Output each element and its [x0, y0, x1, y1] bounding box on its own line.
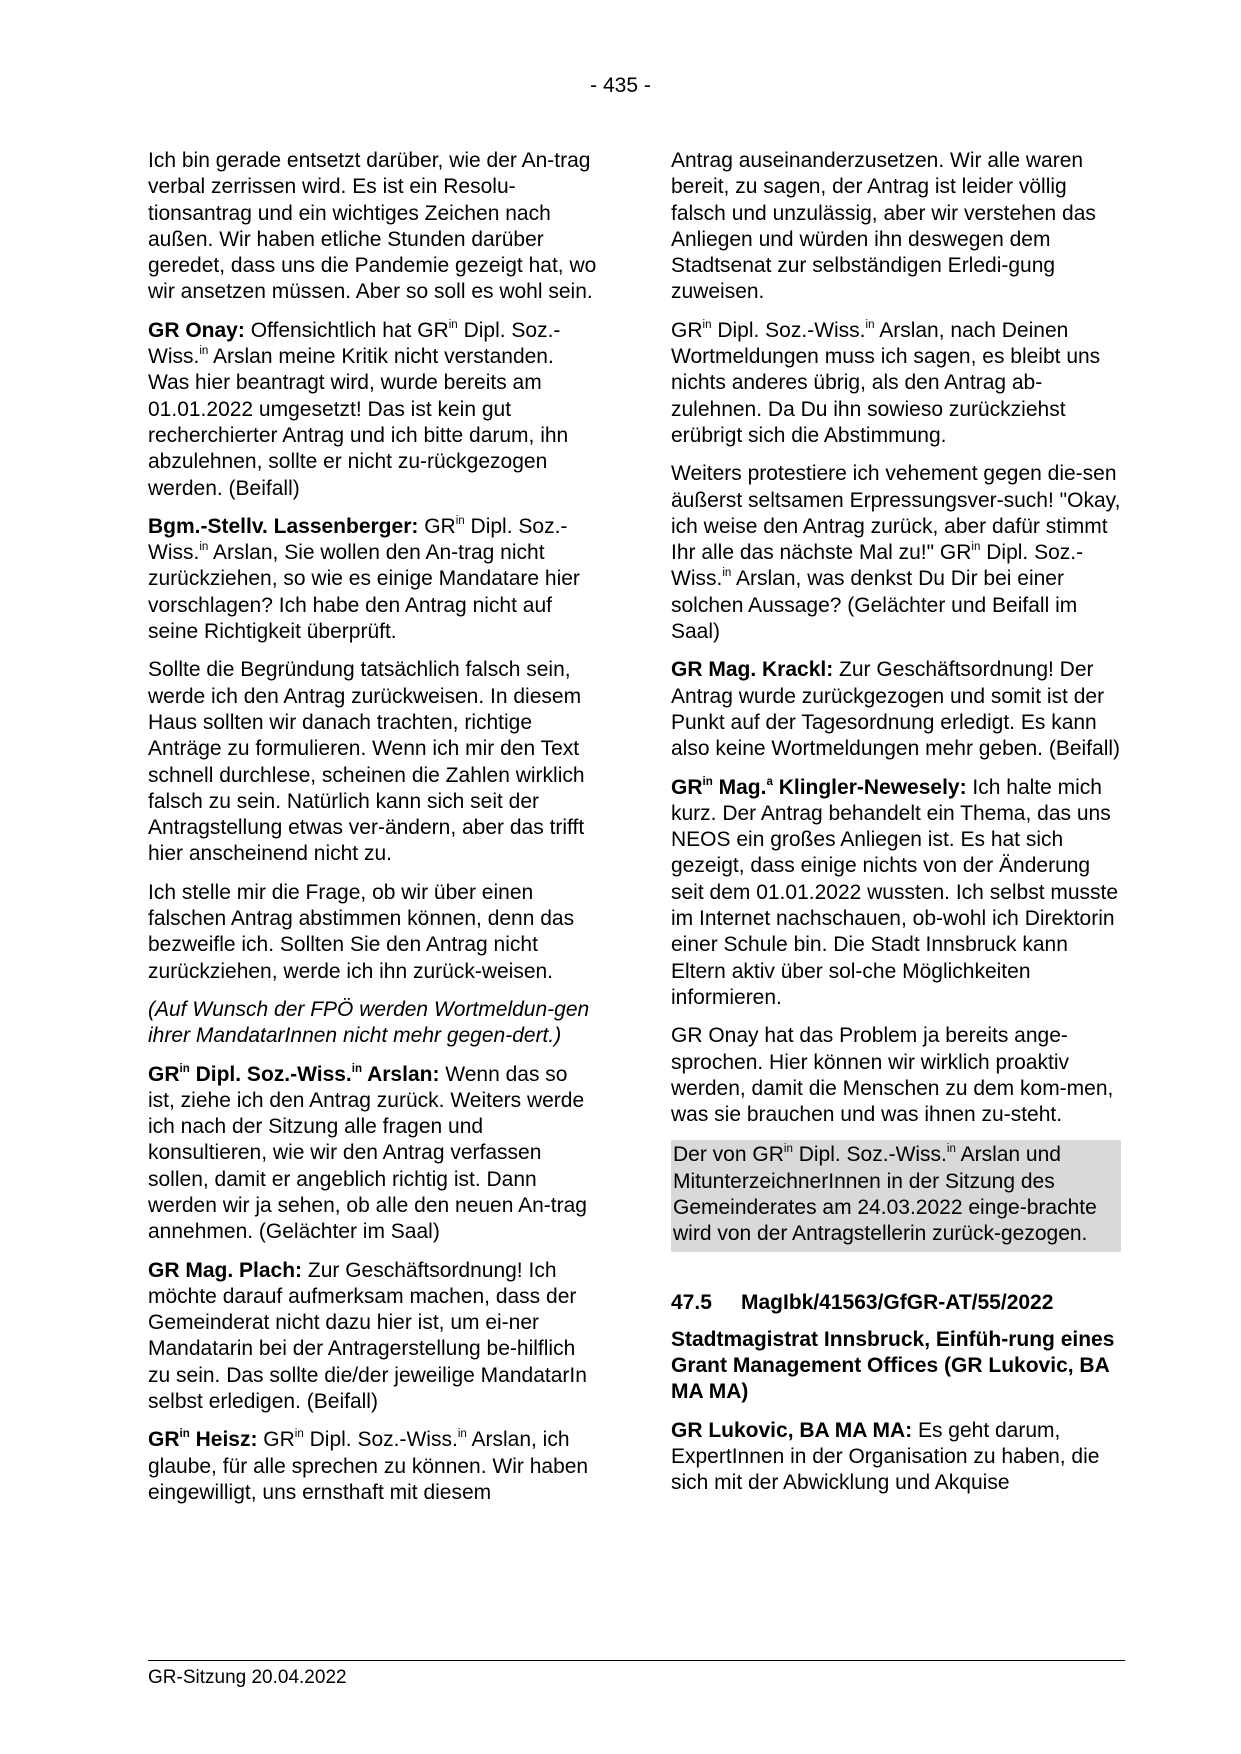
speaker-name: GR Mag. Krackl: [671, 658, 834, 682]
paragraph-heisz: $GR^{in}$ Heisz: $GR^{in}$ Dipl. Soz.-Wiss.$^{in}$ Arslan, ich glaube, für alle sprechen zu können. Wir haben eingewilligt, uns ernsthaft mit diesem [148, 1428, 589, 1504]
paragraph: Sollte die Begründung tatsächlich falsch sein, werde ich den Antrag zurückweisen. In diesem Haus sollten wir danach trachten, richtige Anträge zu formulieren. Wenn ich mir den Text schnell durchlese, scheinen die Zahlen wirklich falsch zu sein. Natürlich kann sich seit der Antragstellung etwas ver-ändern, aber das trifft hier anscheinend nicht zu. [148, 658, 585, 866]
speaker-name: Bgm.-Stellv. Lassenberger: [148, 514, 419, 538]
speaker-name: GR Lukovic, BA MA MA: [671, 1418, 913, 1442]
right-column [671, 148, 1121, 1509]
footer-text: GR-Sitzung 20.04.2022 [148, 1667, 347, 1688]
paragraph-plach: GR Mag. Plach: Zur Geschäftsordnung! Ich möchte darauf aufmerksam machen, dass der Gemeinderat nicht dazu hier ist, um ei-ner Mandatarin bei der Antragerstellung be-hilflich zu sein. Das sollte die/der jeweilige MandatarIn selbst erledigen. (Beifall) [148, 1258, 587, 1414]
speaker-name: $GR^{in}$ Dipl. Soz.-Wiss.$^{in}$ Arslan: [148, 1062, 440, 1086]
section-code: MagIbk/41563/GfGR-AT/55/2022 [741, 1290, 1054, 1314]
paragraph-arslan: $GR^{in}$ Dipl. Soz.-Wiss.$^{in}$ Arslan: Wenn das so ist, ziehe ich den Antrag zurück. Weiters werde ich nach der Sitzung alle fragen und konsultieren, wie wir den Antrag verfassen sollen, damit er angeblich richtig ist. Dann werden wir ja sehen, ob alle den neuen An-trag annehmen. (Gelächter im Saal) [148, 1062, 587, 1244]
paragraph: Weiters protestiere ich vehement gegen die-sen äußerst seltsamen Erpressungsver-such! "Okay, ich weise den Antrag zurück, aber dafür stimmt Ihr alle das nächste Mal zu!" $GR^{in}$ Dipl. Soz.-Wiss.$^{in}$ Arslan, was denkst Du Dir bei einer solchen Aussage? (Gelächter und Beifall im Saal) [671, 462, 1121, 644]
paragraph-klingler: $GR^{in}$ Mag.$^a$ Klingler-Newesely: Ich halte mich kurz. Der Antrag behandelt ein Thema, das uns NEOS ein großes Anliegen ist. Es hat sich gezeigt, dass einige nichts von der Änderung seit dem 01.01.2022 wussten. Ich selbst musste im Internet nachschauen, ob-wohl ich Direktorin einer Schule bin. Die Stadt Innsbruck kann Eltern aktiv über sol-che Möglichkeiten informieren. [671, 775, 1119, 1009]
paragraph: $GR^{in}$ Dipl. Soz.-Wiss.$^{in}$ Arslan, nach Deinen Wortmeldungen muss ich sagen, es bleibt uns nichts anderes übrig, als den Antrag ab-zulehnen. Da Du ihn sowieso zurückziehst erübrigt sich die Abstimmung. [671, 318, 1101, 447]
speaker-name: GR Onay: [148, 318, 245, 342]
editorial-note: (Auf Wunsch der FPÖ werden Wortmeldun-gen ihrer MandatarInnen nicht mehr gegen-dert.) [148, 997, 590, 1048]
section-number: 47.5 [671, 1290, 712, 1314]
paragraph: Antrag auseinanderzusetzen. Wir alle waren bereit, zu sagen, der Antrag ist leider völlig falsch und unzulässig, aber wir verstehen das Anliegen und würden ihn deswegen dem Stadtsenat zur selbständigen Erledi-gung zuweisen. [671, 149, 1096, 304]
paragraph: Ich bin gerade entsetzt darüber, wie der An-trag verbal zerrissen wird. Es ist ein Resolu-tionsantrag und ein wichtiges Zeichen nach außen. Wir haben etliche Stunden darüber geredet, dass uns die Pandemie gezeigt hat, wo wir ansetzen müssen. Aber so soll es wohl sein. [148, 149, 597, 304]
section-heading [671, 1290, 1121, 1316]
paragraph-onay: GR Onay: Offensichtlich hat $GR^{in}$ Dipl. Soz.-Wiss.$^{in}$ Arslan meine Kritik nicht verstanden. Was hier beantragt wird, wurde bereits am 01.01.2022 umgesetzt! Das ist kein gut recherchierter Antrag und ich bitte darum, ihn abzulehnen, sollte er nicht zu-rückgezogen werden. (Beifall) [148, 318, 569, 500]
paragraph: GR Onay hat das Problem ja bereits ange-sprochen. Hier können wir wirklich proaktiv werden, damit die Menschen zu dem kom-men, was sie brauchen und was ihnen zu-steht. [671, 1024, 1114, 1127]
paragraph-lukovic: GR Lukovic, BA MA MA: Es geht darum, ExpertInnen in der Organisation zu haben, die sich mit der Abwicklung und Akquise [671, 1418, 1100, 1495]
page-number: - 435 - [590, 74, 651, 97]
paragraph: Ich stelle mir die Frage, ob wir über einen falschen Antrag abstimmen können, denn das bezweifle ich. Sollten Sie den Antrag nicht zurückziehen, werde ich ihn zurück-weisen. [148, 880, 575, 983]
paragraph-lassenberger: Bgm.-Stellv. Lassenberger: $GR^{in}$ Dipl. Soz.-Wiss.$^{in}$ Arslan, Sie wollen den An-trag nicht zurückziehen, so wie es einige Mandatare hier vorschlagen? Ich habe den Antrag nicht auf seine Richtigkeit überprüft. [148, 514, 580, 644]
section-title: Stadtmagistrat Innsbruck, Einfüh-rung eines Grant Management Offices (GR Lukovic, BA MA MA) [671, 1327, 1115, 1404]
paragraph-krackl: GR Mag. Krackl: Zur Geschäftsordnung! Der Antrag wurde zurückgezogen und somit ist der Punkt auf der Tagesordnung erledigt. Es kann also keine Wortmeldungen mehr geben. (Beifall) [671, 658, 1121, 761]
left-column [148, 148, 598, 1518]
resolution-box: Der von $GR^{in}$ Dipl. Soz.-Wiss.$^{in}$ Arslan und MitunterzeichnerInnen in der Sitzung des Gemeinderates am 24.03.2022 einge-brachte wird von der Antragstellerin zurück-gezogen. [671, 1140, 1121, 1251]
speaker-name: $GR^{in}$ Mag.$^a$ Klingler-Newesely: [671, 775, 967, 799]
speaker-name: GR Mag. Plach: [148, 1258, 303, 1282]
footer-divider [148, 1660, 1125, 1661]
speaker-name: $GR^{in}$ Heisz: [148, 1428, 258, 1452]
